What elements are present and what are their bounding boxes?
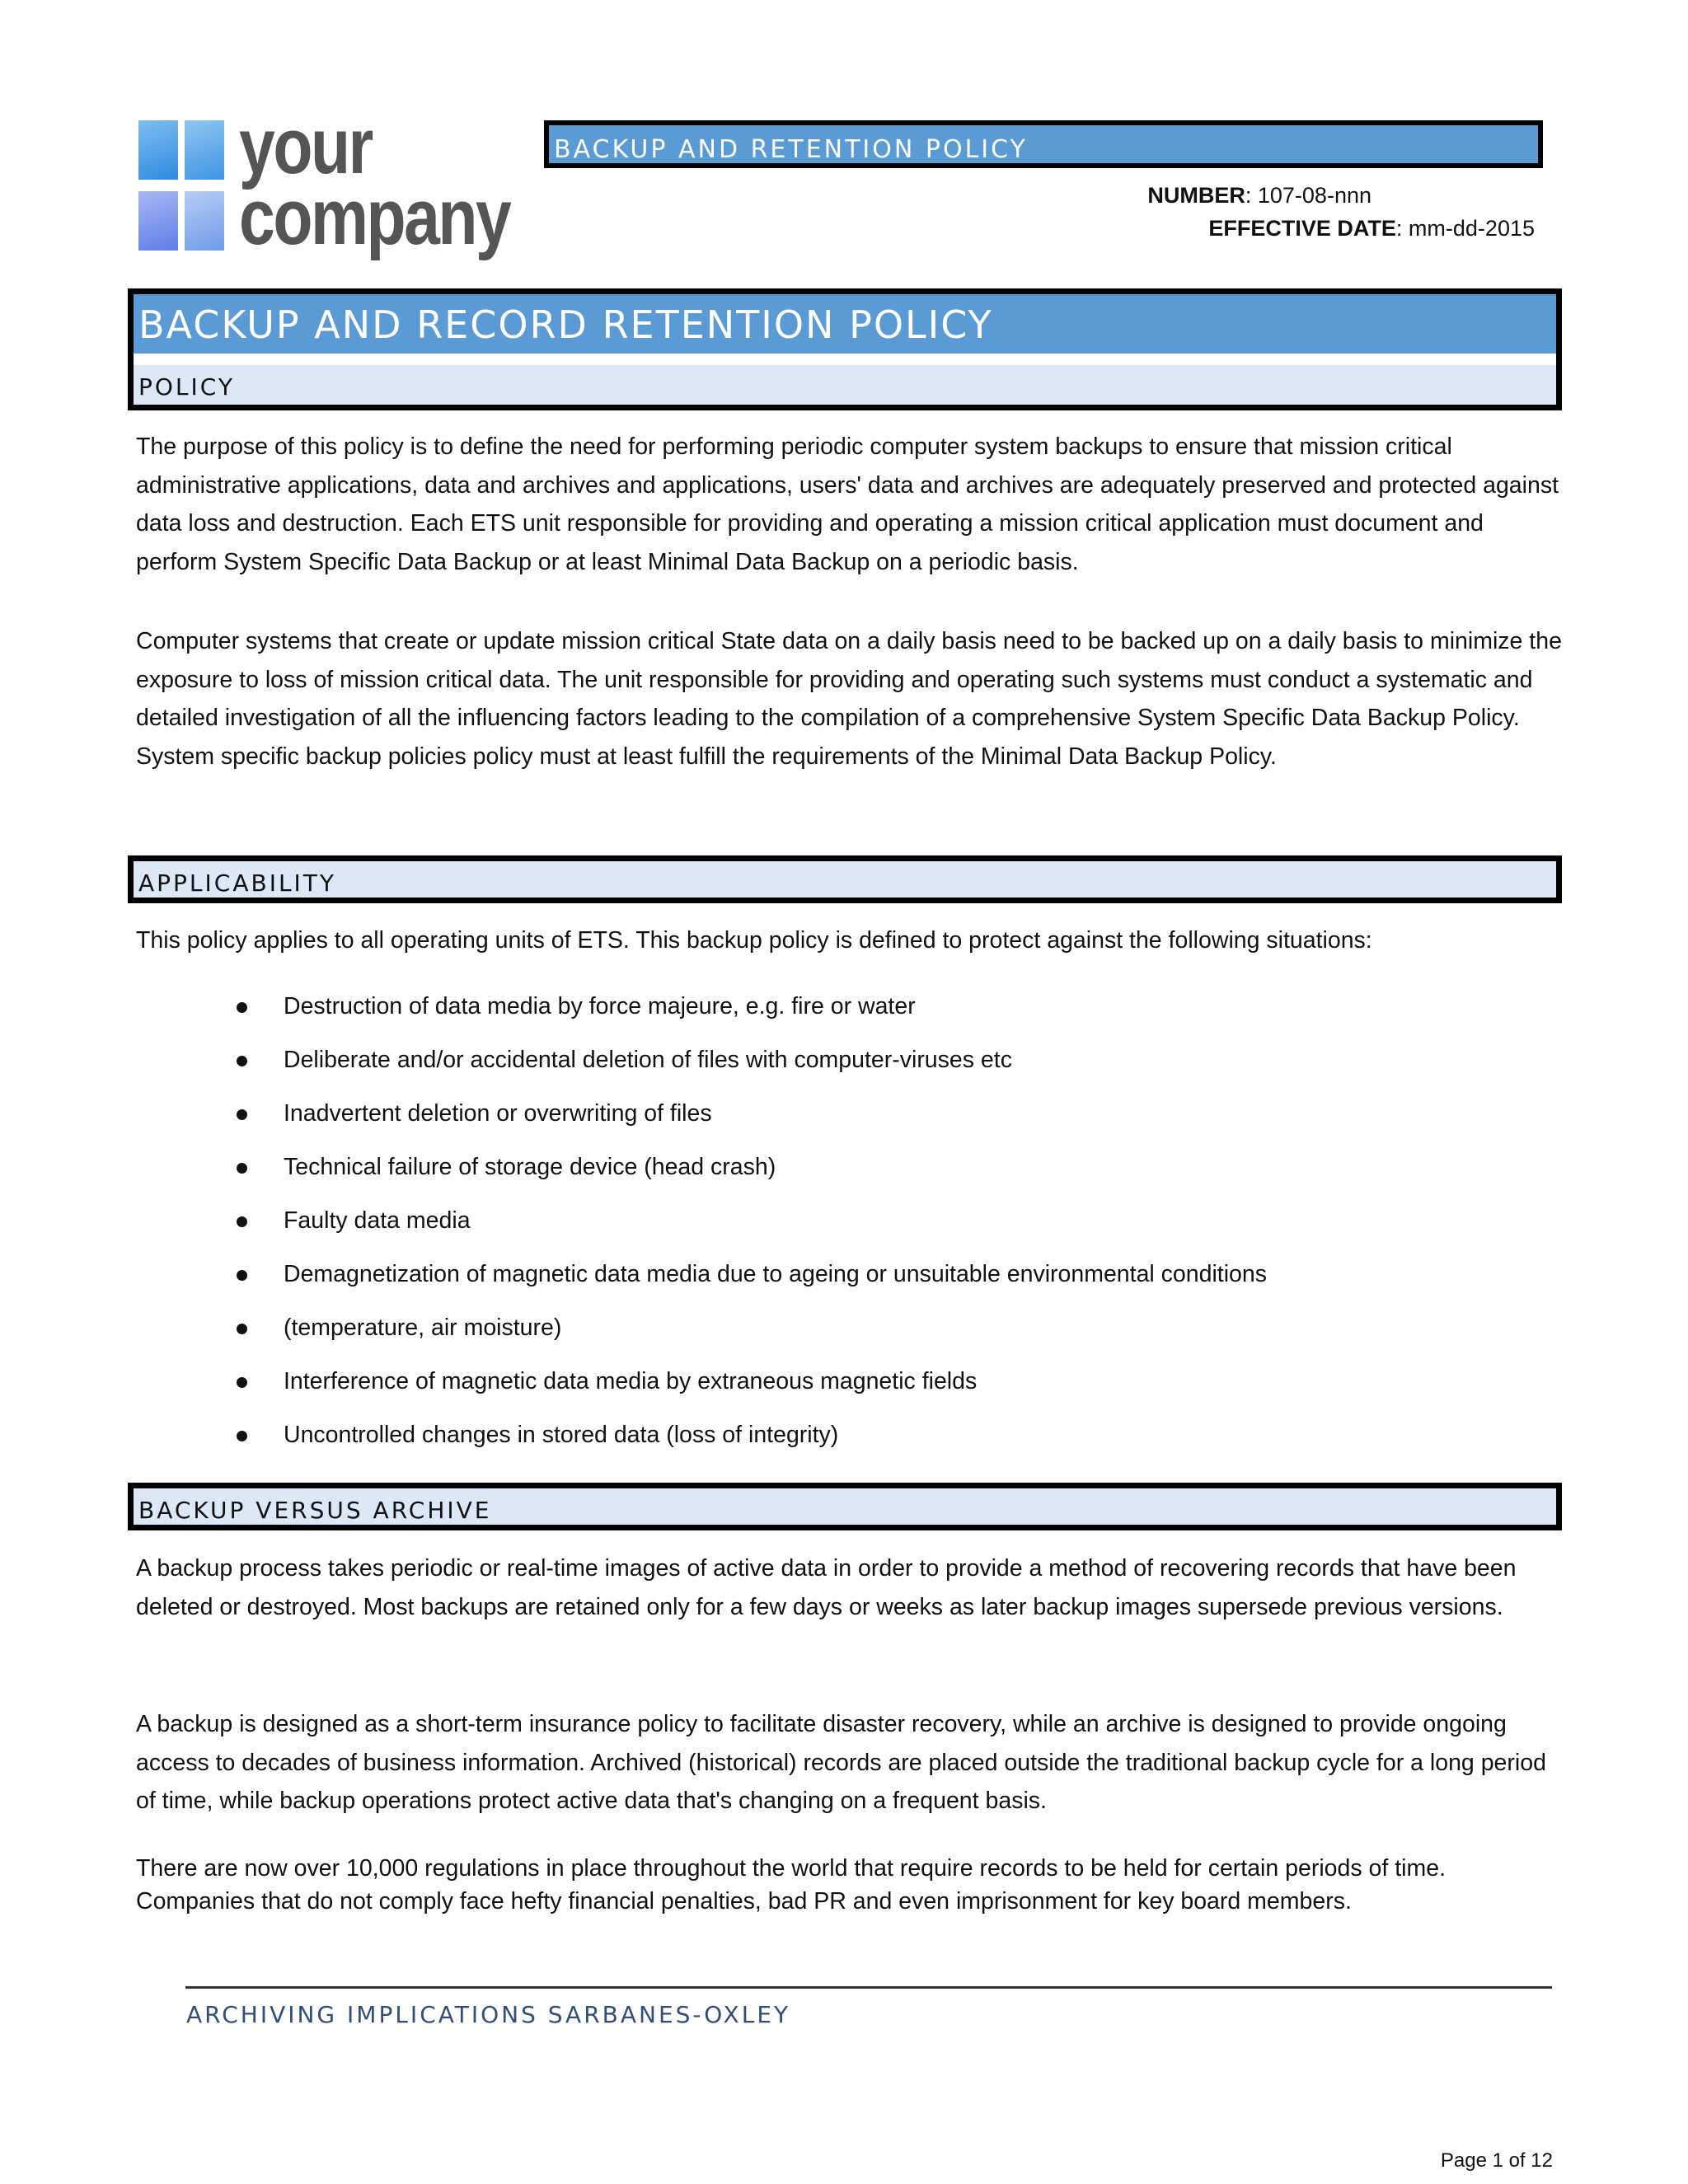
backup-paragraph-2: A backup is designed as a short-term insurance policy to facilitate disaster recovery, while an archive is designed to provide ongoing access to decades of business information. Archived (historical) records are placed outside the traditional backup cycle for a long period of time, while backup operations protect active data that's changing on a frequent basis. xyxy=(136,1711,1546,1814)
footer-divider xyxy=(185,1986,1552,1989)
list-item: (temperature, air moisture) xyxy=(136,1309,1562,1362)
section-heading-applicability-text: APPLICABILITY xyxy=(138,869,337,897)
list-item: Deliberate and/or accidental deletion of files with computer-viruses etc xyxy=(136,1041,1562,1094)
title-band xyxy=(134,294,1556,354)
section-heading-applicability xyxy=(128,855,1562,903)
policy-paragraph-2: Computer systems that create or update mission critical State data on a daily basis need to be backed up on a daily basis to minimize the exposure to loss of mission critical data. The unit responsible for providing and operating such systems must conduct a systematic and detailed investigation of all the influencing factors leading to the compilation of a comprehensive System Specific Data Backup Policy. System specific backup policies policy must at least fulfill the requirements of the Minimal Data Backup Policy. xyxy=(136,628,1562,770)
situation-list xyxy=(136,987,1562,1469)
title-block xyxy=(128,288,1562,410)
list-item: Destruction of data media by force majeure, e.g. fire or water xyxy=(136,987,1562,1041)
section-heading-backup-vs-archive-text: BACKUP VERSUS ARCHIVE xyxy=(138,1497,492,1524)
effective-date-label: EFFECTIVE DATE xyxy=(1208,216,1396,241)
list-item: Faulty data media xyxy=(136,1202,1562,1255)
list-item: Technical failure of storage device (head crash) xyxy=(136,1148,1562,1202)
next-section-heading: ARCHIVING IMPLICATIONS SARBANES-OXLEY xyxy=(186,2001,791,2028)
list-item: Demagnetization of magnetic data media due to ageing or unsuitable environmental conditions xyxy=(136,1255,1562,1309)
header-title: BACKUP AND RETENTION POLICY xyxy=(554,135,1028,164)
page-title: BACKUP AND RECORD RETENTION POLICY xyxy=(138,302,993,347)
backup-paragraph-1: A backup process takes periodic or real-time images of active data in order to provide a method of recovering records that have been deleted or destroyed. Most backups are retained only for a few days or weeks as later backup images supersede previous versions. xyxy=(136,1555,1517,1620)
section-heading-backup-vs-archive xyxy=(128,1483,1562,1530)
effective-date-value: : mm-dd-2015 xyxy=(1395,216,1535,241)
company-logo xyxy=(138,102,518,280)
backup-paragraph-3: There are now over 10,000 regulations in place throughout the world that require records to be held for certain periods of time. Companies that do not comply face hefty financial penalties, bad PR and even imprisonment for key board members. xyxy=(136,1855,1447,1915)
list-item: Interference of magnetic data media by extraneous magnetic fields xyxy=(136,1362,1562,1416)
effective-date xyxy=(1208,216,1535,241)
number-label: NUMBER xyxy=(1147,183,1245,208)
section-heading-policy-text: POLICY xyxy=(138,373,235,401)
logo-word-bottom: company xyxy=(239,173,510,261)
logo-word-top: your xyxy=(239,102,372,190)
page-number: Page 1 of 12 xyxy=(1440,2149,1553,2172)
policy-paragraph-1: The purpose of this policy is to define the need for performing periodic computer system backups to ensure that mission critical administrative applications, data and archives and applications, users' data and archives are adequately preserved and protected against data loss and destruction. Each ETS unit responsible for providing and operating a mission critical application must document and perform System Specific Data Backup or at least Minimal Data Backup on a periodic basis. xyxy=(136,434,1559,575)
section-heading-policy xyxy=(134,365,1556,405)
list-item: Uncontrolled changes in stored data (loss of integrity) xyxy=(136,1416,1562,1469)
number-value: : 107-08-nnn xyxy=(1245,183,1372,208)
list-item: Inadvertent deletion or overwriting of files xyxy=(136,1094,1562,1148)
header-title-bar xyxy=(544,120,1543,168)
applicability-intro: This policy applies to all operating units of ETS. This backup policy is defined to protect against the following situations: xyxy=(136,927,1372,954)
logo-squares-icon xyxy=(138,120,226,251)
document-number xyxy=(1147,183,1372,209)
